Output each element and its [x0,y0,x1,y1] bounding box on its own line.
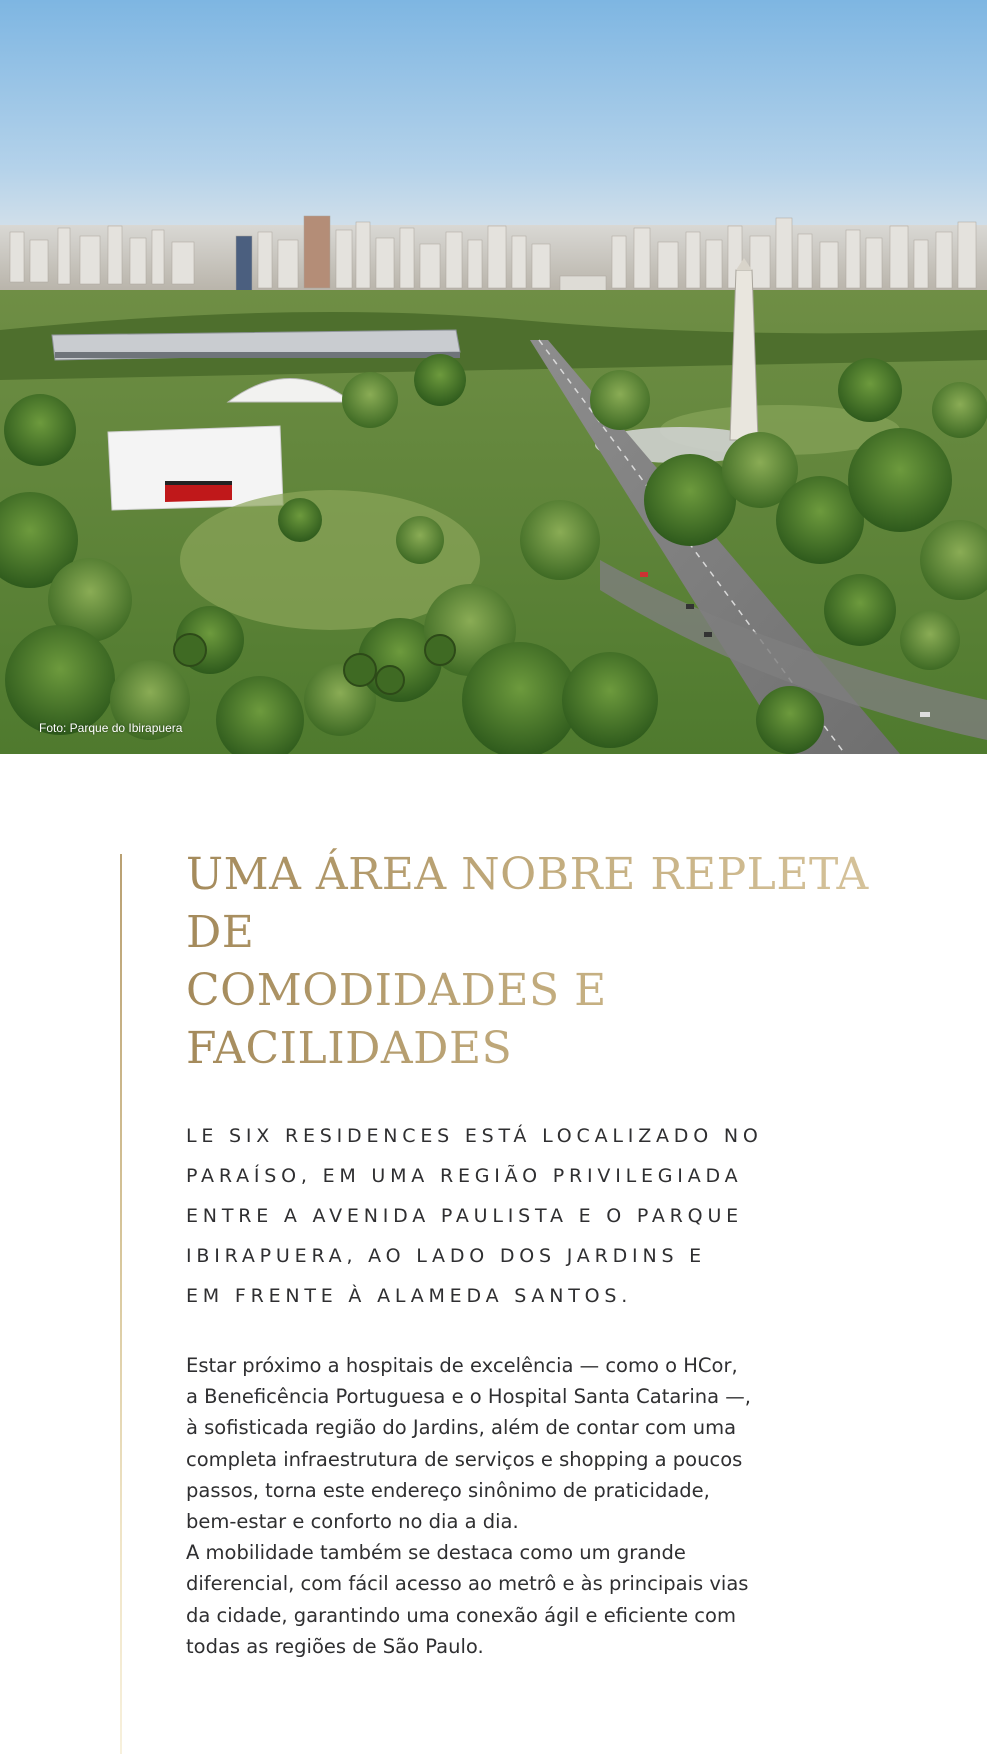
body-line: à sofisticada região do Jardins, além de contar com uma [186,1416,737,1440]
lead-paragraph [186,1116,886,1316]
headline-line: UMA ÁREA NOBRE REPLETA DE [186,849,869,958]
body-line: A mobilidade também se destaca como um grande [186,1541,686,1565]
body-paragraph [186,1350,886,1662]
location-section [186,846,886,1662]
body-line: Estar próximo a hospitais de excelência — como o HCor, [186,1354,738,1377]
body-line: da cidade, garantindo uma conexão ágil e eficiente com [186,1603,736,1627]
headline-line: COMODIDADES E FACILIDADES [186,965,607,1074]
photo-credit: Foto: Parque do Ibirapuera [39,721,183,735]
lead-line: EM FRENTE À ALAMEDA SANTOS. [186,1285,633,1307]
lead-line: PARAÍSO, EM UMA REGIÃO PRIVILEGIADA [186,1165,743,1187]
body-line: todas as regiões de São Paulo. [186,1634,484,1658]
body-line: diferencial, com fácil acesso ao metrô e às principais vias [186,1572,749,1596]
body-line: passos, torna este endereço sinônimo de praticidade, [186,1478,710,1502]
park-aerial-illustration [0,0,987,754]
body-line: bem-estar e conforto no dia a dia. [186,1510,519,1534]
hero-photo [0,0,987,754]
body-line: completa infraestrutura de serviços e shopping a poucos [186,1447,743,1471]
accent-divider-line [120,854,122,1754]
lead-line: ENTRE A AVENIDA PAULISTA E O PARQUE [186,1205,743,1227]
body-line: a Beneficência Portuguesa e o Hospital Santa Catarina —, [186,1385,751,1409]
lead-line: IBIRAPUERA, AO LADO DOS JARDINS E [186,1245,706,1267]
lead-line: LE SIX RESIDENCES ESTÁ LOCALIZADO NO [186,1125,763,1147]
section-headline [186,846,886,1078]
